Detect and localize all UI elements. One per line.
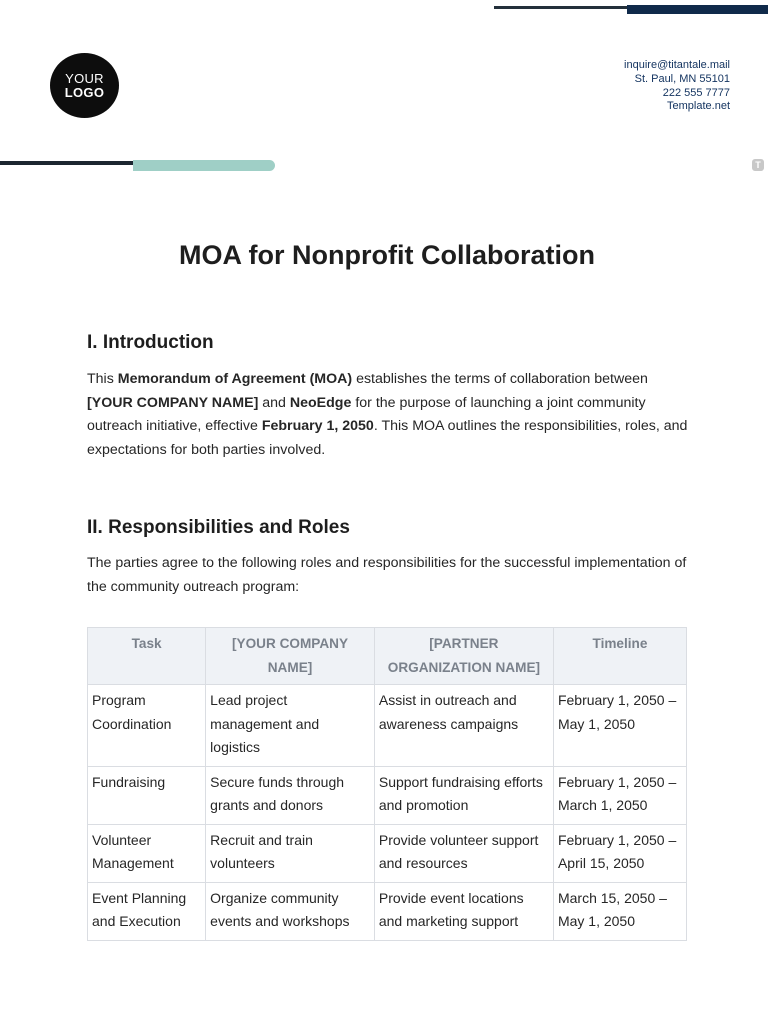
table-cell: February 1, 2050 – March 1, 2050 [553,766,686,824]
introduction-paragraph [87,368,697,463]
intro-text-5: . This MOA outlines the responsibilities, roles, and expectations for both parties involved. [87,418,688,459]
table-cell: Event Planning and Execution [88,882,206,940]
table-header-partner: [PARTNER ORGANIZATION NAME] [374,628,553,685]
table-header-task: Task [88,628,206,685]
contact-website: Template.net [667,100,730,113]
table-cell: Assist in outreach and awareness campaigns [374,685,553,767]
top-accent-bar [494,6,627,9]
document-title: MOA for Nonprofit Collaboration [179,240,595,270]
responsibilities-table [87,627,687,941]
intro-text-3: and [258,394,290,411]
table-cell: Lead project management and logistics [206,685,375,767]
intro-text-1: This [87,371,118,387]
intro-bold-company: [YOUR COMPANY NAME] [87,394,259,411]
intro-text-2: establishes the terms of collaboration between [352,371,648,387]
table-cell: Volunteer Management [88,824,206,882]
table-cell: Recruit and train volunteers [206,824,375,882]
table-cell: February 1, 2050 – May 1, 2050 [553,685,686,767]
table-row [88,685,687,767]
header-divider-dark [0,161,140,165]
table-cell: Support fundraising efforts and promotion [374,766,553,824]
table-cell: Provide event locations and marketing support [374,882,553,940]
top-accent-bar-dark [627,5,768,14]
intro-bold-moa: Memorandum of Agreement (MOA) [117,371,353,387]
table-header-row [88,628,687,685]
intro-text-4: for the purpose of launching a joint community outreach initiative, effective [87,394,646,435]
company-logo [50,53,119,118]
responsibilities-paragraph: The parties agree to the following roles and responsibilities for the successful implementation of the community outreach program: [87,555,687,595]
contact-phone: 222 555 7777 [662,86,730,99]
introduction-heading: I. Introduction [87,332,214,353]
contact-email: inquire@titantale.mail [624,59,730,71]
responsibilities-heading: II. Responsibilities and Roles [87,517,350,538]
table-cell: Organize community events and workshops [206,882,375,940]
table-header-company: [YOUR COMPANY NAME] [206,628,375,685]
intro-bold-date: February 1, 2050 [261,418,374,435]
template-badge-icon: T [752,159,764,171]
table-cell: Provide volunteer support and resources [374,824,553,882]
contact-block [624,59,730,114]
contact-address: St. Paul, MN 55101 [634,72,730,85]
logo-text-line2: LOGO [64,84,105,100]
table-row [88,766,687,824]
logo-text-line1: YOUR [65,70,104,86]
table-row [88,882,687,940]
table-cell: Fundraising [88,766,206,824]
table-row [88,824,687,882]
header-divider-teal [133,160,275,171]
table-cell: Secure funds through grants and donors [206,766,375,824]
table-cell: February 1, 2050 – April 15, 2050 [553,824,686,882]
intro-bold-partner: NeoEdge [289,394,352,411]
table-header-timeline: Timeline [553,628,686,685]
table-cell: Program Coordination [88,685,206,767]
table-cell: March 15, 2050 – May 1, 2050 [553,882,686,940]
